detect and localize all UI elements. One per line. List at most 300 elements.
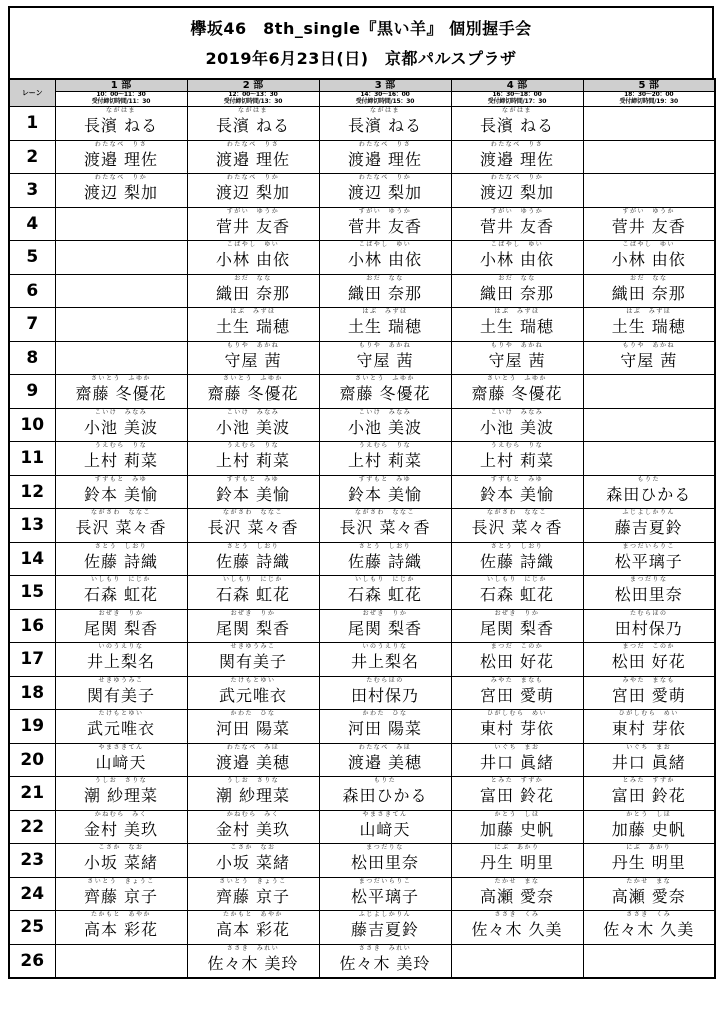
member-name: 佐々木 久美 bbox=[471, 920, 563, 939]
member-cell bbox=[451, 442, 583, 476]
member-cell bbox=[319, 810, 451, 844]
member-name-reading: ふじよしかりん bbox=[358, 911, 412, 918]
part-reception: 受付締切時間/13：30 bbox=[223, 97, 283, 105]
member-cell bbox=[319, 140, 451, 174]
member-name-reading: ながはま bbox=[369, 107, 400, 114]
member-name-reading: さとう しおり bbox=[226, 542, 280, 550]
member-cell bbox=[187, 844, 319, 878]
member-name-reading: さいとう きょうこ bbox=[87, 877, 155, 885]
member-cell bbox=[451, 207, 583, 241]
member-name-reading: すずもと みゆ bbox=[490, 475, 544, 483]
lane-number: 22 bbox=[9, 810, 55, 844]
member-cell bbox=[583, 375, 715, 409]
member-cell bbox=[319, 174, 451, 208]
member-name-reading bbox=[56, 945, 187, 953]
member-name-reading: まつだりな bbox=[629, 576, 668, 583]
member-name: 佐藤 詩織 bbox=[215, 551, 291, 571]
title-box bbox=[8, 6, 714, 78]
table-row bbox=[9, 241, 715, 275]
member-name-reading: はぶ みずほ bbox=[494, 308, 540, 315]
member-name: 富田 鈴花 bbox=[479, 786, 555, 805]
member-name-reading: すずもと みゆ bbox=[358, 475, 412, 483]
member-cell bbox=[583, 743, 715, 777]
member-name-reading: さいとう きょうこ bbox=[219, 877, 287, 885]
member-cell bbox=[583, 576, 715, 610]
member-name-reading: たかもと あやか bbox=[90, 911, 151, 918]
member-name-reading: うえむら りな bbox=[94, 442, 148, 449]
member-name: 渡辺 梨加 bbox=[347, 183, 423, 202]
member-name-reading: わたなべ りか bbox=[226, 174, 280, 181]
lane-number: 3 bbox=[9, 174, 55, 208]
event-date-venue: 2019年6月23日(日) 京都パルスプラザ bbox=[205, 49, 517, 68]
member-name: 河田 陽菜 bbox=[347, 719, 423, 738]
member-name: 小林 由依 bbox=[479, 250, 555, 269]
member-cell bbox=[187, 174, 319, 208]
member-name: 土生 瑞穂 bbox=[479, 317, 555, 336]
lane-number: 23 bbox=[9, 844, 55, 878]
member-name: 武元唯衣 bbox=[86, 719, 155, 738]
part-header-3 bbox=[319, 79, 451, 107]
member-name: 宮田 愛萌 bbox=[479, 685, 555, 705]
member-cell bbox=[55, 475, 187, 509]
member-name: 藤吉夏鈴 bbox=[614, 518, 683, 537]
member-cell bbox=[319, 542, 451, 576]
member-cell bbox=[319, 911, 451, 945]
member-name: 長沢 菜々香 bbox=[339, 518, 431, 537]
member-cell bbox=[583, 911, 715, 945]
table-body bbox=[9, 107, 715, 979]
member-cell bbox=[451, 308, 583, 342]
table-row bbox=[9, 576, 715, 610]
member-name: 齋藤 冬優花 bbox=[75, 384, 167, 403]
member-name-reading: わたなべ りさ bbox=[490, 140, 544, 148]
member-name-reading bbox=[584, 409, 715, 417]
member-name: 佐々木 美玲 bbox=[207, 953, 299, 973]
member-cell bbox=[583, 844, 715, 878]
member-name-reading bbox=[584, 141, 715, 149]
member-cell bbox=[451, 241, 583, 275]
member-cell bbox=[187, 576, 319, 610]
member-name: 齋藤 冬優花 bbox=[207, 384, 299, 403]
member-name: 鈴本 美愉 bbox=[83, 484, 159, 504]
member-name-reading: やまさきてん bbox=[98, 743, 144, 751]
lane-number: 26 bbox=[9, 944, 55, 978]
part-time: 12：00〜13：30 bbox=[228, 91, 278, 98]
member-name-reading: ささき みれい bbox=[358, 944, 412, 952]
member-cell bbox=[187, 911, 319, 945]
member-name: 菅井 友香 bbox=[611, 216, 686, 236]
member-cell bbox=[451, 609, 583, 643]
member-name-reading: やまさきてん bbox=[362, 810, 408, 818]
member-name-reading: みやた まなも bbox=[622, 676, 675, 684]
member-name-reading: いしもり にじか bbox=[354, 576, 415, 583]
member-name: 河田 陽菜 bbox=[215, 719, 291, 738]
member-name-reading: はぶ みずほ bbox=[362, 308, 408, 315]
member-name-reading: もりや あかね bbox=[490, 341, 544, 349]
member-name-reading: おだ なな bbox=[629, 274, 668, 282]
member-name-reading: ながはま bbox=[105, 107, 136, 114]
member-cell bbox=[319, 676, 451, 710]
member-name-reading: わたなべ みほ bbox=[358, 743, 412, 751]
member-name-reading: すがい ゆうか bbox=[490, 207, 544, 215]
member-cell bbox=[319, 274, 451, 308]
member-cell bbox=[187, 509, 319, 543]
member-name: 上村 莉菜 bbox=[215, 451, 291, 470]
member-cell bbox=[187, 107, 319, 141]
member-cell bbox=[451, 710, 583, 744]
member-name: 井口 眞緒 bbox=[611, 752, 686, 772]
member-name: 小池 美波 bbox=[215, 417, 291, 437]
lane-number: 16 bbox=[9, 609, 55, 643]
member-cell bbox=[319, 308, 451, 342]
member-cell bbox=[451, 877, 583, 911]
member-cell bbox=[583, 810, 715, 844]
member-cell bbox=[55, 777, 187, 811]
member-name-reading: かとう しほ bbox=[494, 810, 540, 818]
member-name: 守屋 茜 bbox=[488, 350, 546, 370]
member-cell bbox=[583, 877, 715, 911]
member-cell bbox=[187, 274, 319, 308]
member-cell bbox=[319, 107, 451, 141]
member-name: 森田ひかる bbox=[606, 484, 692, 504]
member-cell bbox=[55, 375, 187, 409]
member-name: 土生 瑞穂 bbox=[215, 317, 291, 336]
member-name: 守屋 茜 bbox=[224, 350, 282, 370]
member-cell bbox=[451, 509, 583, 543]
lane-number: 20 bbox=[9, 743, 55, 777]
member-name-reading bbox=[584, 107, 715, 115]
member-cell bbox=[319, 743, 451, 777]
table-row bbox=[9, 140, 715, 174]
member-name: 上村 莉菜 bbox=[479, 451, 555, 470]
member-name: 渡邉 理佐 bbox=[479, 149, 555, 169]
member-name: 渡辺 梨加 bbox=[215, 183, 291, 202]
member-cell bbox=[451, 676, 583, 710]
member-name: 小林 由依 bbox=[215, 250, 291, 269]
member-cell bbox=[55, 241, 187, 275]
member-name: 丹生 明里 bbox=[479, 853, 555, 872]
part-time: 18：30〜20：00 bbox=[624, 91, 674, 98]
member-name-reading: さいとう ふゆか bbox=[222, 375, 283, 382]
member-name: 渡邉 理佐 bbox=[83, 149, 159, 169]
lane-number: 12 bbox=[9, 475, 55, 509]
member-name-reading: ながはま bbox=[501, 107, 532, 114]
member-cell bbox=[55, 576, 187, 610]
member-name-reading: ながさわ ななこ bbox=[90, 509, 151, 516]
member-name: 土生 瑞穂 bbox=[347, 317, 423, 336]
member-name: 高本 彩花 bbox=[215, 920, 291, 939]
member-cell bbox=[319, 341, 451, 375]
member-name: 松平璃子 bbox=[614, 551, 683, 571]
member-name-reading: まつだ このか bbox=[490, 643, 544, 650]
member-name: 石森 虹花 bbox=[347, 585, 423, 604]
member-cell bbox=[451, 107, 583, 141]
member-name-reading: うえむら りな bbox=[490, 442, 544, 449]
member-name-reading: すずもと みゆ bbox=[94, 475, 148, 483]
member-name: 石森 虹花 bbox=[83, 585, 159, 604]
lane-number: 11 bbox=[9, 442, 55, 476]
member-name-reading: こばやし ゆい bbox=[358, 241, 412, 248]
member-cell bbox=[187, 442, 319, 476]
member-name-reading: かわた ひな bbox=[230, 710, 276, 717]
member-cell bbox=[187, 743, 319, 777]
member-name-reading: こばやし ゆい bbox=[622, 241, 675, 248]
member-name-reading: おだ なな bbox=[498, 274, 536, 282]
table-row bbox=[9, 341, 715, 375]
member-cell bbox=[583, 140, 715, 174]
member-cell bbox=[187, 643, 319, 677]
member-name: 石森 虹花 bbox=[479, 585, 555, 604]
member-cell bbox=[187, 777, 319, 811]
member-name-reading: もりた bbox=[637, 475, 660, 483]
member-name: 尾関 梨香 bbox=[347, 618, 423, 638]
member-name-reading: うしお さりな bbox=[94, 777, 148, 784]
member-name: 田村保乃 bbox=[614, 618, 683, 638]
schedule-sheet bbox=[8, 6, 714, 979]
member-cell bbox=[451, 174, 583, 208]
member-cell bbox=[55, 676, 187, 710]
member-name: 上村 莉菜 bbox=[83, 451, 159, 470]
member-cell bbox=[583, 676, 715, 710]
member-cell bbox=[319, 375, 451, 409]
member-name: 潮 紗理菜 bbox=[215, 786, 291, 805]
member-name-reading: とみた すずか bbox=[622, 777, 676, 784]
member-cell bbox=[451, 944, 583, 978]
member-name-reading: おぜき りか bbox=[230, 609, 276, 617]
member-name: 高瀬 愛奈 bbox=[611, 886, 686, 906]
table-row bbox=[9, 408, 715, 442]
lane-number: 24 bbox=[9, 877, 55, 911]
member-name-reading: わたなべ りさ bbox=[358, 140, 412, 148]
member-cell bbox=[55, 308, 187, 342]
member-name-reading: ひがしむら めい bbox=[618, 710, 679, 717]
member-cell bbox=[55, 542, 187, 576]
member-name: 佐藤 詩織 bbox=[347, 551, 423, 571]
table-row bbox=[9, 710, 715, 744]
member-name-reading: たかもと あやか bbox=[222, 911, 283, 918]
member-name-reading: こいけ みなみ bbox=[490, 408, 544, 416]
member-cell bbox=[451, 777, 583, 811]
member-name-reading: わたなべ りさ bbox=[226, 140, 280, 148]
member-name-reading: ささき くみ bbox=[626, 911, 672, 918]
lane-number: 7 bbox=[9, 308, 55, 342]
member-name-reading bbox=[584, 174, 715, 182]
part-label: 3 部 bbox=[320, 80, 451, 92]
lane-number: 2 bbox=[9, 140, 55, 174]
part-reception: 受付締切時間/19：30 bbox=[619, 97, 678, 105]
member-cell bbox=[451, 475, 583, 509]
member-name-reading: わたなべ りか bbox=[94, 174, 148, 181]
member-cell bbox=[451, 911, 583, 945]
member-cell bbox=[451, 576, 583, 610]
member-cell bbox=[319, 877, 451, 911]
member-name-reading: いぐち まお bbox=[626, 743, 672, 751]
member-name: 高瀬 愛奈 bbox=[479, 886, 555, 906]
member-name-reading: まつだいらりこ bbox=[358, 877, 412, 885]
member-cell bbox=[583, 107, 715, 141]
member-cell bbox=[55, 274, 187, 308]
member-name-reading: ひがしむら めい bbox=[486, 710, 547, 717]
member-name: 上村 莉菜 bbox=[347, 451, 423, 470]
member-name: 井口 眞緒 bbox=[479, 752, 555, 772]
member-name-reading: おだ なな bbox=[366, 274, 404, 282]
member-cell bbox=[187, 676, 319, 710]
member-cell bbox=[583, 241, 715, 275]
member-cell bbox=[451, 375, 583, 409]
member-name-reading: いのうえりな bbox=[362, 643, 408, 650]
table-row bbox=[9, 810, 715, 844]
lane-number: 15 bbox=[9, 576, 55, 610]
member-name-reading: とみた すずか bbox=[490, 777, 544, 784]
member-name-reading: こいけ みなみ bbox=[226, 408, 280, 416]
member-name: 松田里奈 bbox=[350, 853, 419, 872]
member-name-reading: たかせ まな bbox=[494, 877, 540, 885]
member-name-reading: さいとう ふゆか bbox=[90, 375, 151, 382]
member-name: 尾関 梨香 bbox=[479, 618, 555, 638]
lane-number: 25 bbox=[9, 911, 55, 945]
lane-number: 9 bbox=[9, 375, 55, 409]
member-name: 渡邉 美穂 bbox=[215, 752, 291, 772]
lane-number: 14 bbox=[9, 542, 55, 576]
member-name-reading: さいとう ふゆか bbox=[354, 375, 415, 382]
member-cell bbox=[451, 341, 583, 375]
member-cell bbox=[187, 408, 319, 442]
member-cell bbox=[583, 475, 715, 509]
part-header-2 bbox=[187, 79, 319, 107]
member-cell bbox=[319, 475, 451, 509]
member-cell bbox=[187, 241, 319, 275]
table-row bbox=[9, 509, 715, 543]
table-row bbox=[9, 475, 715, 509]
member-name: 鈴本 美愉 bbox=[479, 484, 555, 504]
member-name-reading: たむらほの bbox=[629, 609, 668, 617]
member-cell bbox=[583, 710, 715, 744]
member-name: 尾関 梨香 bbox=[215, 618, 291, 638]
member-cell bbox=[187, 375, 319, 409]
member-name: 菅井 友香 bbox=[347, 216, 423, 236]
member-name-reading: たむらほの bbox=[366, 676, 404, 684]
member-name: 小坂 菜緒 bbox=[83, 853, 159, 872]
member-cell bbox=[187, 207, 319, 241]
member-name: 佐藤 詩織 bbox=[83, 551, 159, 571]
member-cell bbox=[319, 944, 451, 978]
member-name: 井上梨名 bbox=[350, 652, 419, 671]
member-name: 小池 美波 bbox=[479, 417, 555, 437]
member-name-reading bbox=[584, 375, 715, 383]
member-name: 金村 美玖 bbox=[215, 819, 291, 839]
member-cell bbox=[319, 576, 451, 610]
member-name-reading: こさか なお bbox=[230, 844, 276, 851]
member-name-reading bbox=[56, 308, 187, 316]
member-name-reading: にぶ あかり bbox=[626, 844, 672, 851]
member-name-reading bbox=[56, 241, 187, 249]
member-name: 松平璃子 bbox=[350, 886, 419, 906]
member-name: 小坂 菜緒 bbox=[215, 853, 291, 872]
member-cell bbox=[319, 710, 451, 744]
member-name-reading: こばやし ゆい bbox=[226, 241, 280, 248]
member-cell bbox=[55, 710, 187, 744]
member-name: 長濱 ねる bbox=[83, 116, 159, 135]
lane-number: 13 bbox=[9, 509, 55, 543]
part-reception: 受付締切時間/11：30 bbox=[91, 97, 151, 105]
member-name-reading: いしもり にじか bbox=[222, 576, 283, 583]
member-name-reading: すがい ゆうか bbox=[226, 207, 280, 215]
lane-number: 4 bbox=[9, 207, 55, 241]
member-cell bbox=[319, 643, 451, 677]
member-cell bbox=[583, 341, 715, 375]
member-cell bbox=[187, 944, 319, 978]
lane-number: 5 bbox=[9, 241, 55, 275]
member-cell bbox=[583, 174, 715, 208]
member-name-reading: もりや あかね bbox=[226, 341, 280, 349]
member-name: 松田 好花 bbox=[611, 652, 686, 671]
member-name: 長沢 菜々香 bbox=[207, 518, 299, 537]
table-row bbox=[9, 207, 715, 241]
member-name: 菅井 友香 bbox=[479, 216, 555, 236]
member-name: 齋藤 冬優花 bbox=[339, 384, 431, 403]
member-cell bbox=[55, 844, 187, 878]
member-cell bbox=[583, 308, 715, 342]
member-cell bbox=[187, 475, 319, 509]
member-cell bbox=[451, 274, 583, 308]
member-cell bbox=[187, 308, 319, 342]
part-label: 1 部 bbox=[56, 80, 187, 92]
table-row bbox=[9, 174, 715, 208]
member-cell bbox=[187, 341, 319, 375]
member-name-reading: いのうえりな bbox=[98, 643, 144, 650]
member-name-reading: たけもとゆい bbox=[98, 710, 144, 717]
member-name-reading: たけもとゆい bbox=[230, 676, 276, 684]
table-row bbox=[9, 676, 715, 710]
member-name: 齊藤 京子 bbox=[83, 886, 159, 906]
member-cell bbox=[583, 207, 715, 241]
member-name: 鈴本 美愉 bbox=[347, 484, 423, 504]
table-row bbox=[9, 877, 715, 911]
member-cell bbox=[583, 609, 715, 643]
member-cell bbox=[583, 777, 715, 811]
member-cell bbox=[55, 743, 187, 777]
part-time: 14：30〜16：00 bbox=[360, 91, 410, 98]
member-name-reading: わたなべ みほ bbox=[226, 743, 280, 751]
member-name: 長沢 菜々香 bbox=[75, 518, 167, 537]
member-cell bbox=[583, 509, 715, 543]
member-name-reading: こさか なお bbox=[98, 844, 144, 851]
member-name-reading: もりや あかね bbox=[358, 341, 412, 349]
member-name-reading bbox=[56, 342, 187, 350]
member-cell bbox=[187, 609, 319, 643]
part-label: 4 部 bbox=[452, 80, 583, 92]
member-cell bbox=[451, 810, 583, 844]
member-cell bbox=[187, 810, 319, 844]
member-cell bbox=[319, 844, 451, 878]
member-name: 宮田 愛萌 bbox=[611, 685, 686, 705]
member-name-reading: いしもり にじか bbox=[486, 576, 547, 583]
table-row bbox=[9, 442, 715, 476]
lane-number: 1 bbox=[9, 107, 55, 141]
lane-number: 10 bbox=[9, 408, 55, 442]
member-name: 加藤 史帆 bbox=[479, 819, 555, 839]
member-name: 織田 奈那 bbox=[479, 283, 555, 303]
member-cell bbox=[55, 408, 187, 442]
member-cell bbox=[583, 442, 715, 476]
member-name-reading: わたなべ りか bbox=[490, 174, 544, 181]
member-name: 渡邉 理佐 bbox=[347, 149, 423, 169]
part-header-5 bbox=[583, 79, 715, 107]
member-cell bbox=[451, 743, 583, 777]
member-name: 関有美子 bbox=[86, 685, 155, 705]
member-name: 渡辺 梨加 bbox=[479, 183, 555, 202]
lane-number: 8 bbox=[9, 341, 55, 375]
